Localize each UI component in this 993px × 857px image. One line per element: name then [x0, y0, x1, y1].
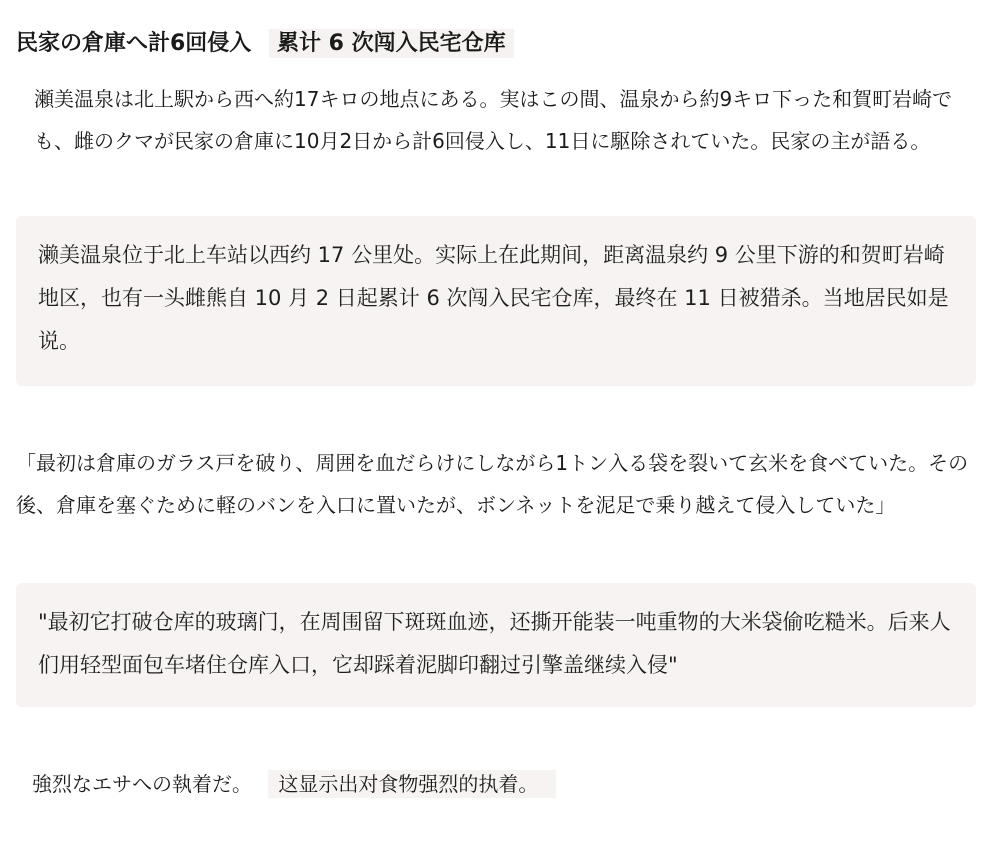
heading-translation: 累计 6 次闯入民宅仓库	[269, 29, 514, 58]
paragraph-3-zh-text: 这显示出对食物强烈的执着。	[268, 770, 556, 798]
paragraph-3-jp-text: 強烈なエサへの執着だ。	[32, 772, 252, 796]
paragraph-1-zh-text: 濑美温泉位于北上车站以西约 17 公里处。实际上在此期间，距离温泉约 9 公里下游的和贺町岩崎地区，也有一头雌熊自 10 月 2 日起累计 6 次闯入民宅仓库，最终在 11 日被猎杀。当地居民如是说。	[38, 243, 949, 353]
paragraph-2-translation-box	[16, 583, 976, 707]
paragraph-1-japanese	[16, 78, 982, 162]
fade-overlay	[412, 818, 582, 848]
heading-japanese: 民家の倉庫へ計6回侵入	[16, 31, 252, 56]
paragraph-2-zh-text: "最初它打破仓库的玻璃门，在周围留下斑斑血迹，还撕开能装一吨重物的大米袋偷吃糙米。后来人们用轻型面包车堵住仓库入口，它却踩着泥脚印翻过引擎盖继续入侵"	[38, 610, 951, 677]
paragraph-2-japanese	[16, 442, 982, 526]
paragraph-2-jp-text: 「最初は倉庫のガラス戸を破り、周囲を血だらけにしながら1トン入る袋を裂いて玄米を食べていた。その後、倉庫を塞ぐために軽のバンを入口に置いたが、ボンネットを泥足で乗り越えて侵入していた」	[16, 451, 969, 517]
paragraph-1-jp-text: 瀬美温泉は北上駅から西へ約17キロの地点にある。実はこの間、温泉から約9キロ下った和賀町岩崎でも、雌のクマが民家の倉庫に10月2日から計6回侵入し、11日に駆除されていた。民家の主が語る。	[34, 87, 953, 153]
paragraph-1-translation-box	[16, 216, 976, 386]
paragraph-3	[16, 766, 556, 802]
section-heading	[16, 26, 514, 62]
